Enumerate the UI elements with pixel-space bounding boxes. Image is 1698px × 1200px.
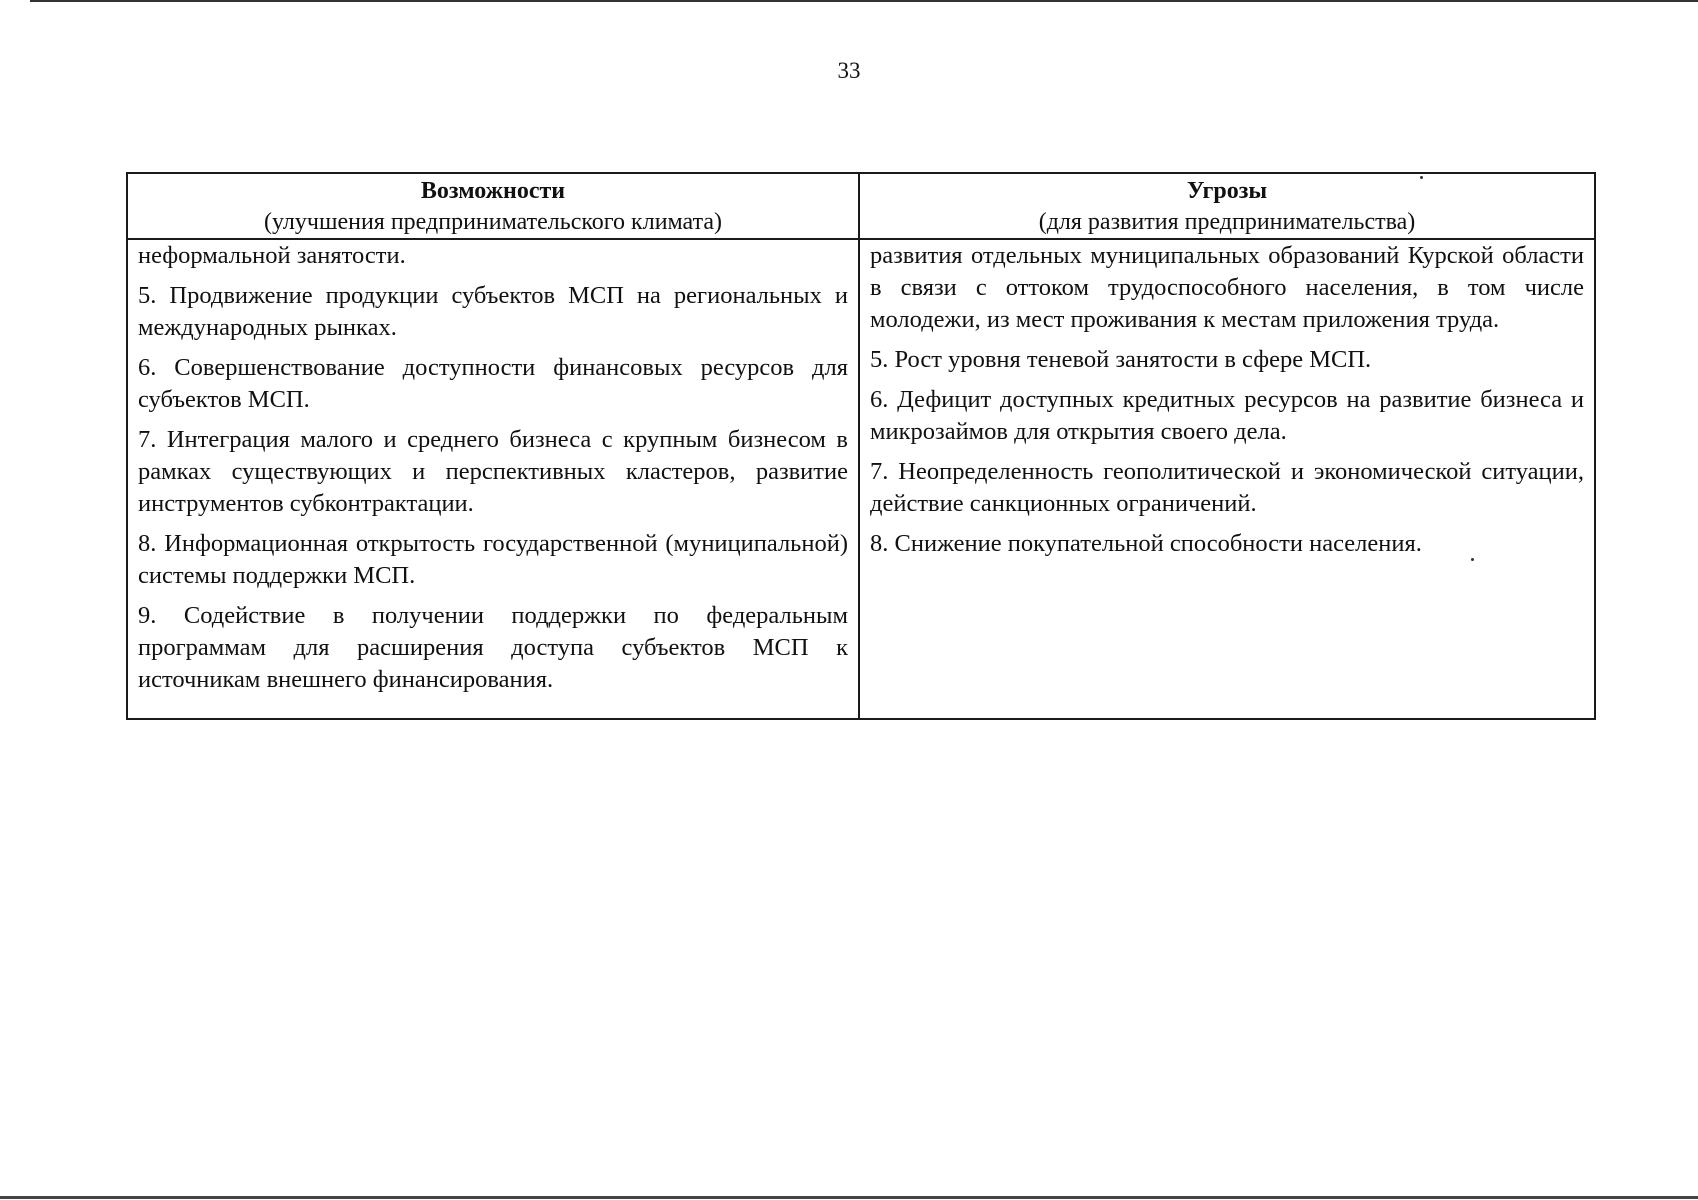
threat-item: развития отдельных муниципальных образований Курской области в связи с оттоком трудоспособного населения, в том числе молодежи, из мест проживания к местам приложения труда. — [870, 242, 1584, 333]
opportunity-item: 5. Продвижение продукции субъектов МСП на региональных и международных рынках. — [138, 282, 848, 341]
threats-cell — [859, 239, 1595, 719]
page-number: 33 — [837, 58, 861, 83]
opportunity-item: неформальной занятости. — [138, 242, 406, 269]
opportunities-title: Возможности — [420, 178, 566, 204]
scan-top-edge — [30, 0, 1698, 2]
scan-speck — [1420, 176, 1423, 179]
opportunity-item: 7. Интеграция малого и среднего бизнеса с крупным бизнесом в рамках существующих и перспективных кластеров, развитие инструментов субконтрактации. — [138, 426, 848, 517]
scan-speck — [1471, 558, 1474, 561]
opportunities-subtitle: (улучшения предпринимательского климата) — [263, 209, 723, 235]
threats-title: Угрозы — [1186, 178, 1268, 204]
threat-item: 6. Дефицит доступных кредитных ресурсов на развитие бизнеса и микрозаймов для открытия своего дела. — [870, 386, 1584, 445]
opportunity-item: 8. Информационная открытость государственной (муниципальной) системы поддержки МСП. — [138, 530, 848, 589]
threat-item: 8. Снижение покупательной способности населения. — [870, 530, 1422, 557]
table-header-row — [127, 173, 1595, 239]
table-body-row — [127, 239, 1595, 719]
threat-item: 5. Рост уровня теневой занятости в сфере МСП. — [870, 346, 1372, 373]
scan-bottom-edge — [0, 1196, 1698, 1199]
threat-item: 7. Неопределенность геополитической и экономической ситуации, действие санкционных ограничений. — [870, 458, 1584, 517]
threats-subtitle: (для развития предпринимательства) — [1038, 209, 1416, 235]
opportunities-cell — [127, 239, 859, 719]
threats-header — [859, 173, 1595, 239]
opportunities-header — [127, 173, 859, 239]
swot-table — [126, 172, 1596, 720]
opportunity-item: 9. Содействие в получении поддержки по федеральным программам для расширения доступа субъектов МСП к источникам внешнего финансирования. — [138, 602, 848, 693]
opportunity-item: 6. Совершенствование доступности финансовых ресурсов для субъектов МСП. — [138, 354, 848, 413]
